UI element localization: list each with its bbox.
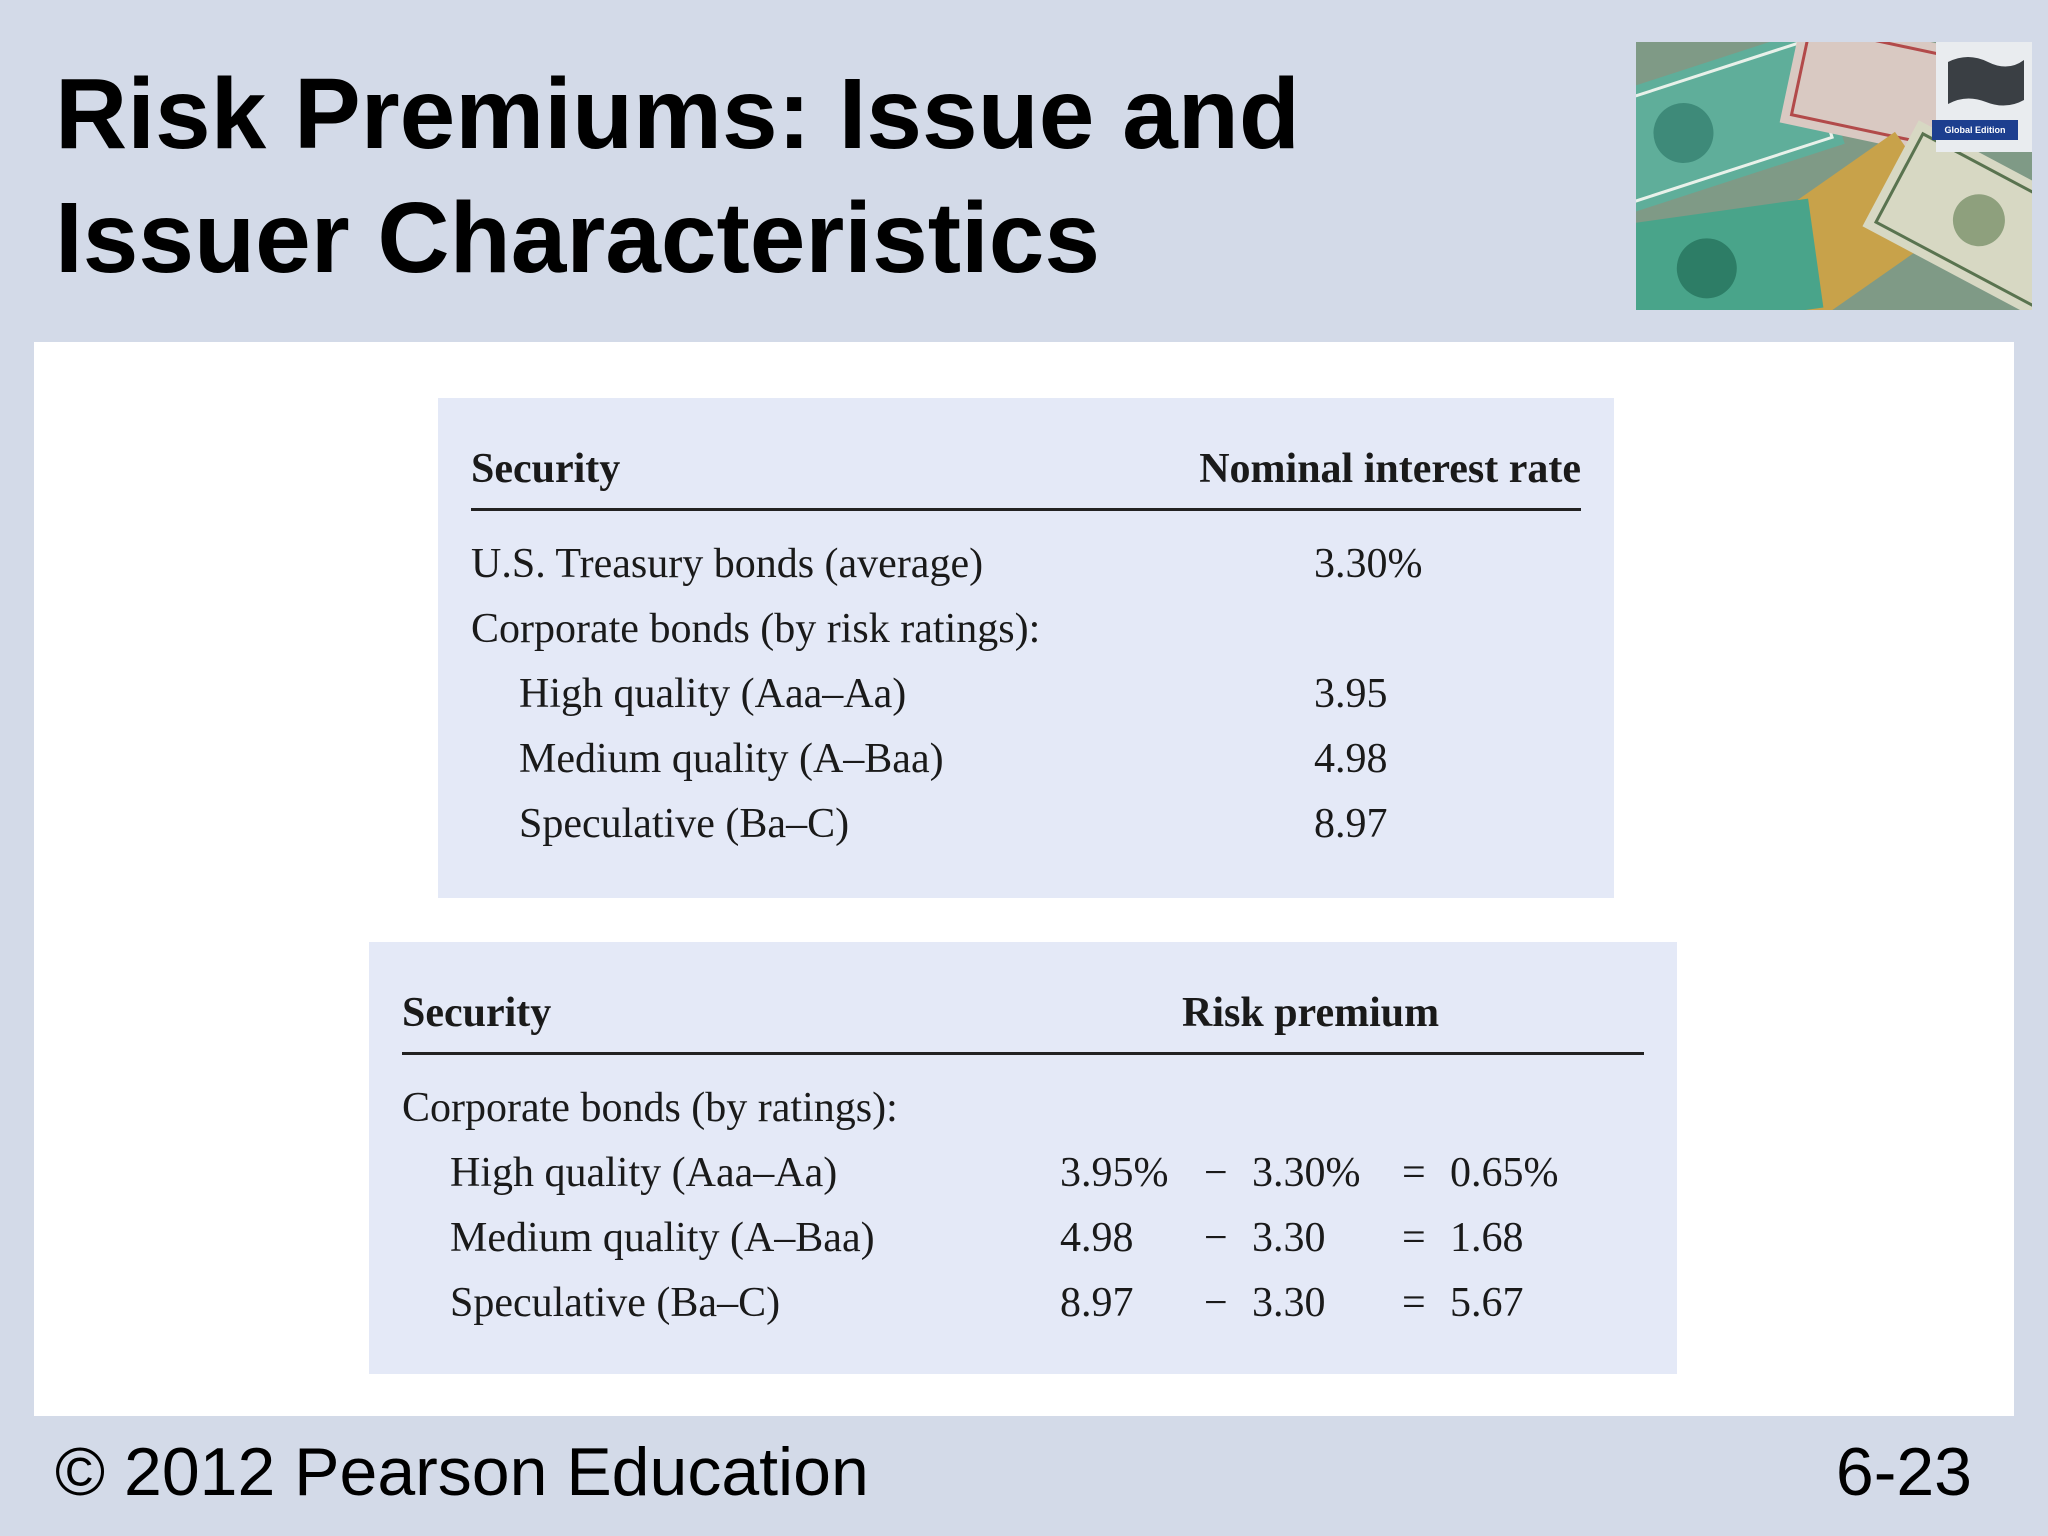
equals-sign: = — [1402, 1215, 1426, 1261]
slide-title — [55, 52, 1555, 300]
minus-sign: − — [1204, 1150, 1228, 1196]
equals-sign: = — [1402, 1280, 1426, 1326]
edition-badge: Global Edition — [1932, 120, 2018, 140]
footer-copyright: © 2012 Pearson Education — [55, 1434, 869, 1510]
row-label: High quality (Aaa–Aa) — [519, 671, 907, 717]
row-label: High quality (Aaa–Aa) — [450, 1150, 838, 1196]
treasury-rate: 3.30% — [1252, 1150, 1361, 1196]
row-label: U.S. Treasury bonds (average) — [471, 541, 984, 587]
risk-premium-value: 0.65% — [1450, 1150, 1559, 1196]
risk-premium-table — [369, 942, 1677, 1374]
header-risk-premium: Risk premium — [1182, 990, 1440, 1036]
table-header — [471, 438, 1581, 511]
content-area — [34, 342, 2014, 1416]
minus-sign: − — [1204, 1280, 1228, 1326]
row-value: 8.97 — [1314, 801, 1388, 847]
treasury-rate: 3.30 — [1252, 1215, 1326, 1261]
equals-sign: = — [1402, 1150, 1426, 1196]
treasury-rate: 3.30 — [1252, 1280, 1326, 1326]
row-value: 3.95 — [1314, 671, 1388, 717]
row-label: Medium quality (A–Baa) — [450, 1215, 875, 1261]
corporate-rate: 4.98 — [1060, 1215, 1134, 1261]
slide-title-line1: Risk Premiums: Issue and — [55, 58, 1300, 170]
table-header — [402, 982, 1644, 1055]
header-nominal-rate: Nominal interest rate — [1199, 446, 1581, 492]
book-cover-image — [1636, 42, 2032, 310]
slide-title-line2: Issuer Characteristics — [55, 182, 1101, 294]
corporate-rate: 8.97 — [1060, 1280, 1134, 1326]
nominal-rate-table — [438, 398, 1614, 898]
risk-premium-value: 5.67 — [1450, 1280, 1524, 1326]
row-label: Speculative (Ba–C) — [450, 1280, 781, 1326]
row-label: Medium quality (A–Baa) — [519, 736, 944, 782]
row-label: Corporate bonds (by risk ratings): — [471, 606, 1041, 652]
header-security: Security — [402, 990, 552, 1036]
risk-premium-value: 1.68 — [1450, 1215, 1524, 1261]
banknotes-illustration — [1636, 42, 2032, 310]
row-label: Corporate bonds (by ratings): — [402, 1085, 898, 1131]
header-security: Security — [471, 446, 621, 492]
corporate-rate: 3.95% — [1060, 1150, 1169, 1196]
row-value: 3.30% — [1314, 541, 1423, 587]
slide-number: 6-23 — [1835, 1434, 1972, 1510]
row-label: Speculative (Ba–C) — [519, 801, 850, 847]
row-value: 4.98 — [1314, 736, 1388, 782]
minus-sign: − — [1204, 1215, 1228, 1261]
